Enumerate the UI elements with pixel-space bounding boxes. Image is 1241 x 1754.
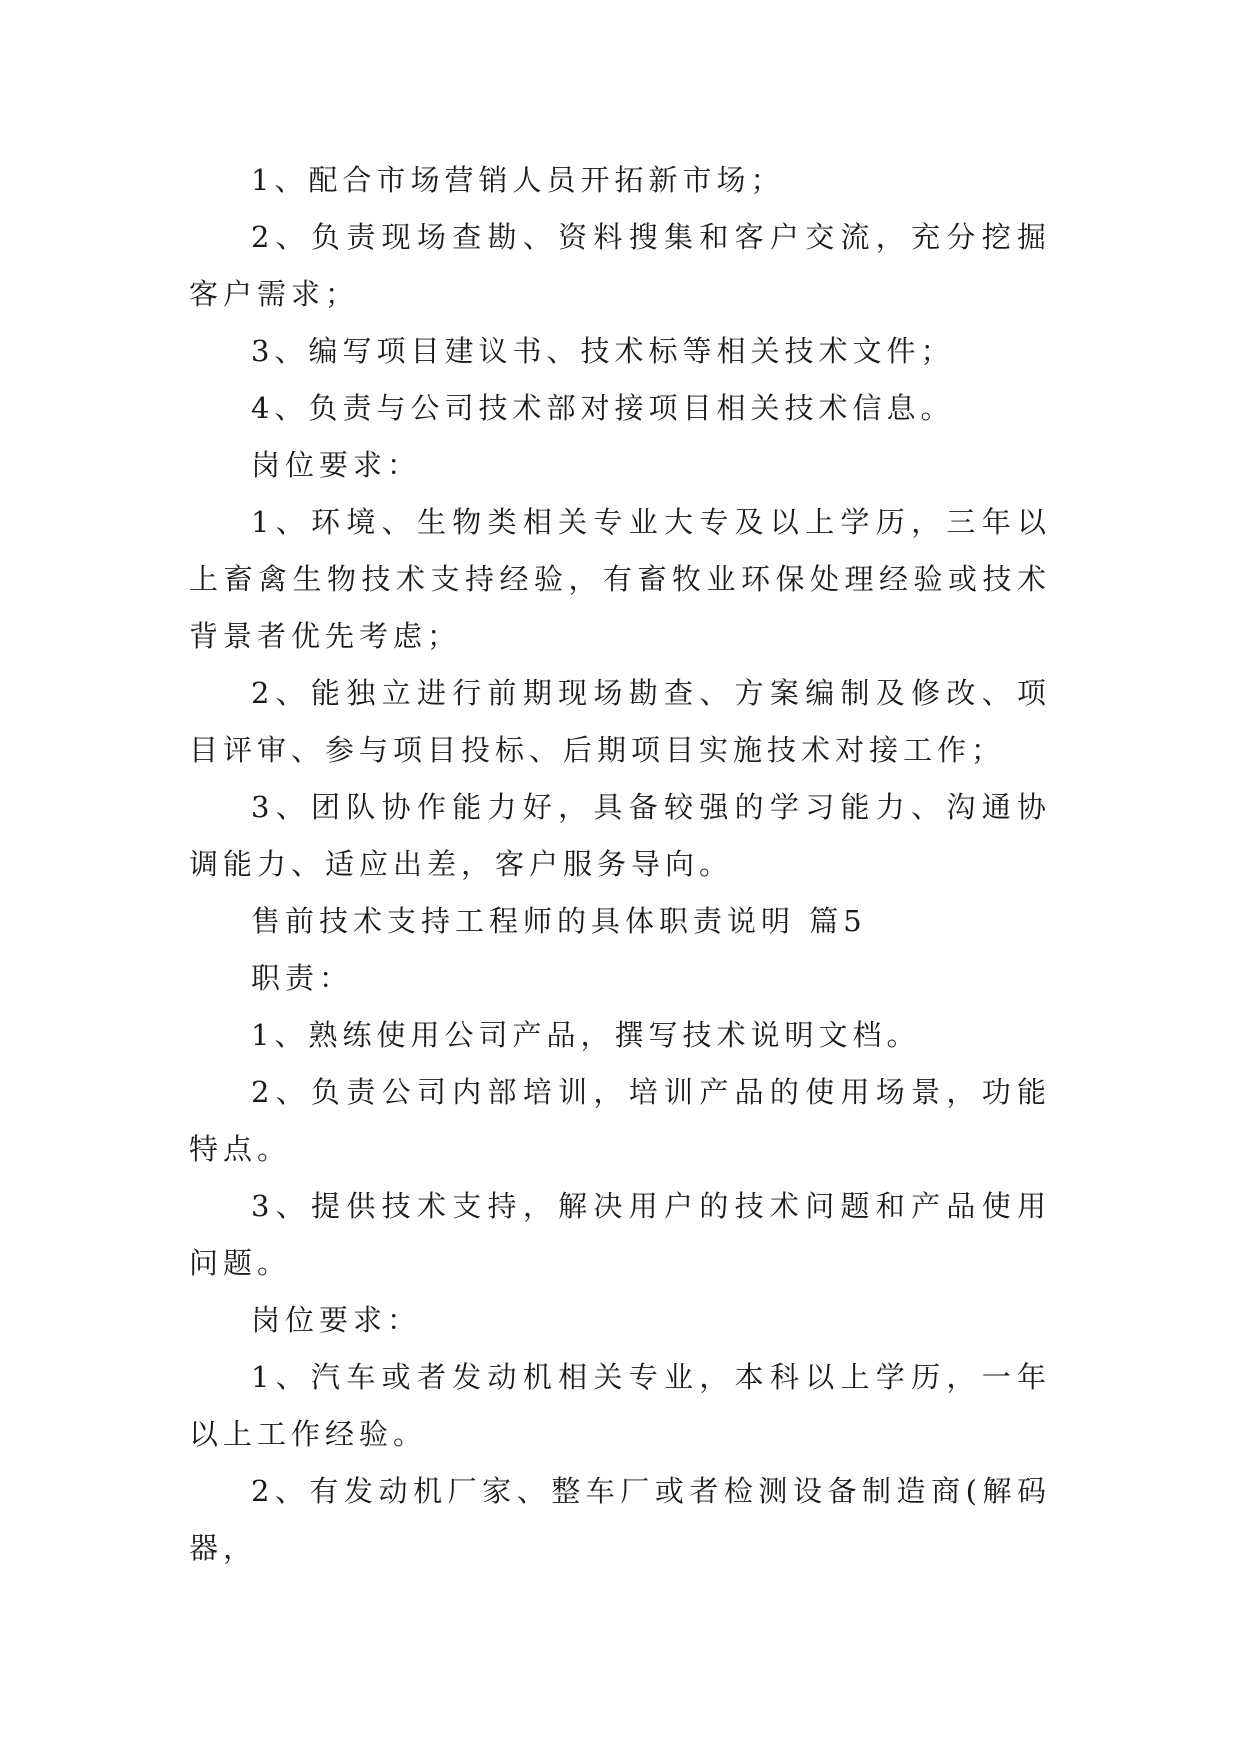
paragraph: 2、负责现场查勘、资料搜集和客户交流，充分挖掘客户需求； — [189, 220, 1051, 311]
paragraph: 3、编写项目建议书、技术标等相关技术文件； — [251, 334, 955, 368]
article-title: 售前技术支持工程师的具体职责说明 篇5 — [251, 904, 867, 938]
section-heading: 职责： — [251, 961, 354, 995]
paragraph: 1、熟练使用公司产品，撰写技术说明文档。 — [251, 1018, 921, 1052]
paragraph: 1、汽车或者发动机相关专业，本科以上学历，一年以上工作经验。 — [189, 1360, 1051, 1451]
section-heading: 岗位要求： — [251, 1303, 422, 1337]
paragraph: 1、环境、生物类相关专业大专及以上学历，三年以上畜禽生物技术支持经验，有畜牧业环保处理经验或技术背景者优先考虑； — [189, 505, 1051, 653]
paragraph: 2、有发动机厂家、整车厂或者检测设备制造商(解码器， — [189, 1474, 1051, 1565]
paragraph: 2、能独立进行前期现场勘查、方案编制及修改、项目评审、参与项目投标、后期项目实施技术对接工作； — [189, 676, 1051, 767]
paragraph: 1、配合市场营销人员开拓新市场； — [251, 163, 785, 197]
paragraph: 3、提供技术支持，解决用户的技术问题和产品使用问题。 — [189, 1189, 1051, 1280]
paragraph: 3、团队协作能力好，具备较强的学习能力、沟通协调能力、适应出差，客户服务导向。 — [189, 790, 1051, 881]
document-body — [189, 152, 1051, 1577]
paragraph: 4、负责与公司技术部对接项目相关技术信息。 — [251, 391, 955, 425]
section-heading: 岗位要求： — [251, 448, 422, 482]
paragraph: 2、负责公司内部培训，培训产品的使用场景，功能特点。 — [189, 1075, 1051, 1166]
